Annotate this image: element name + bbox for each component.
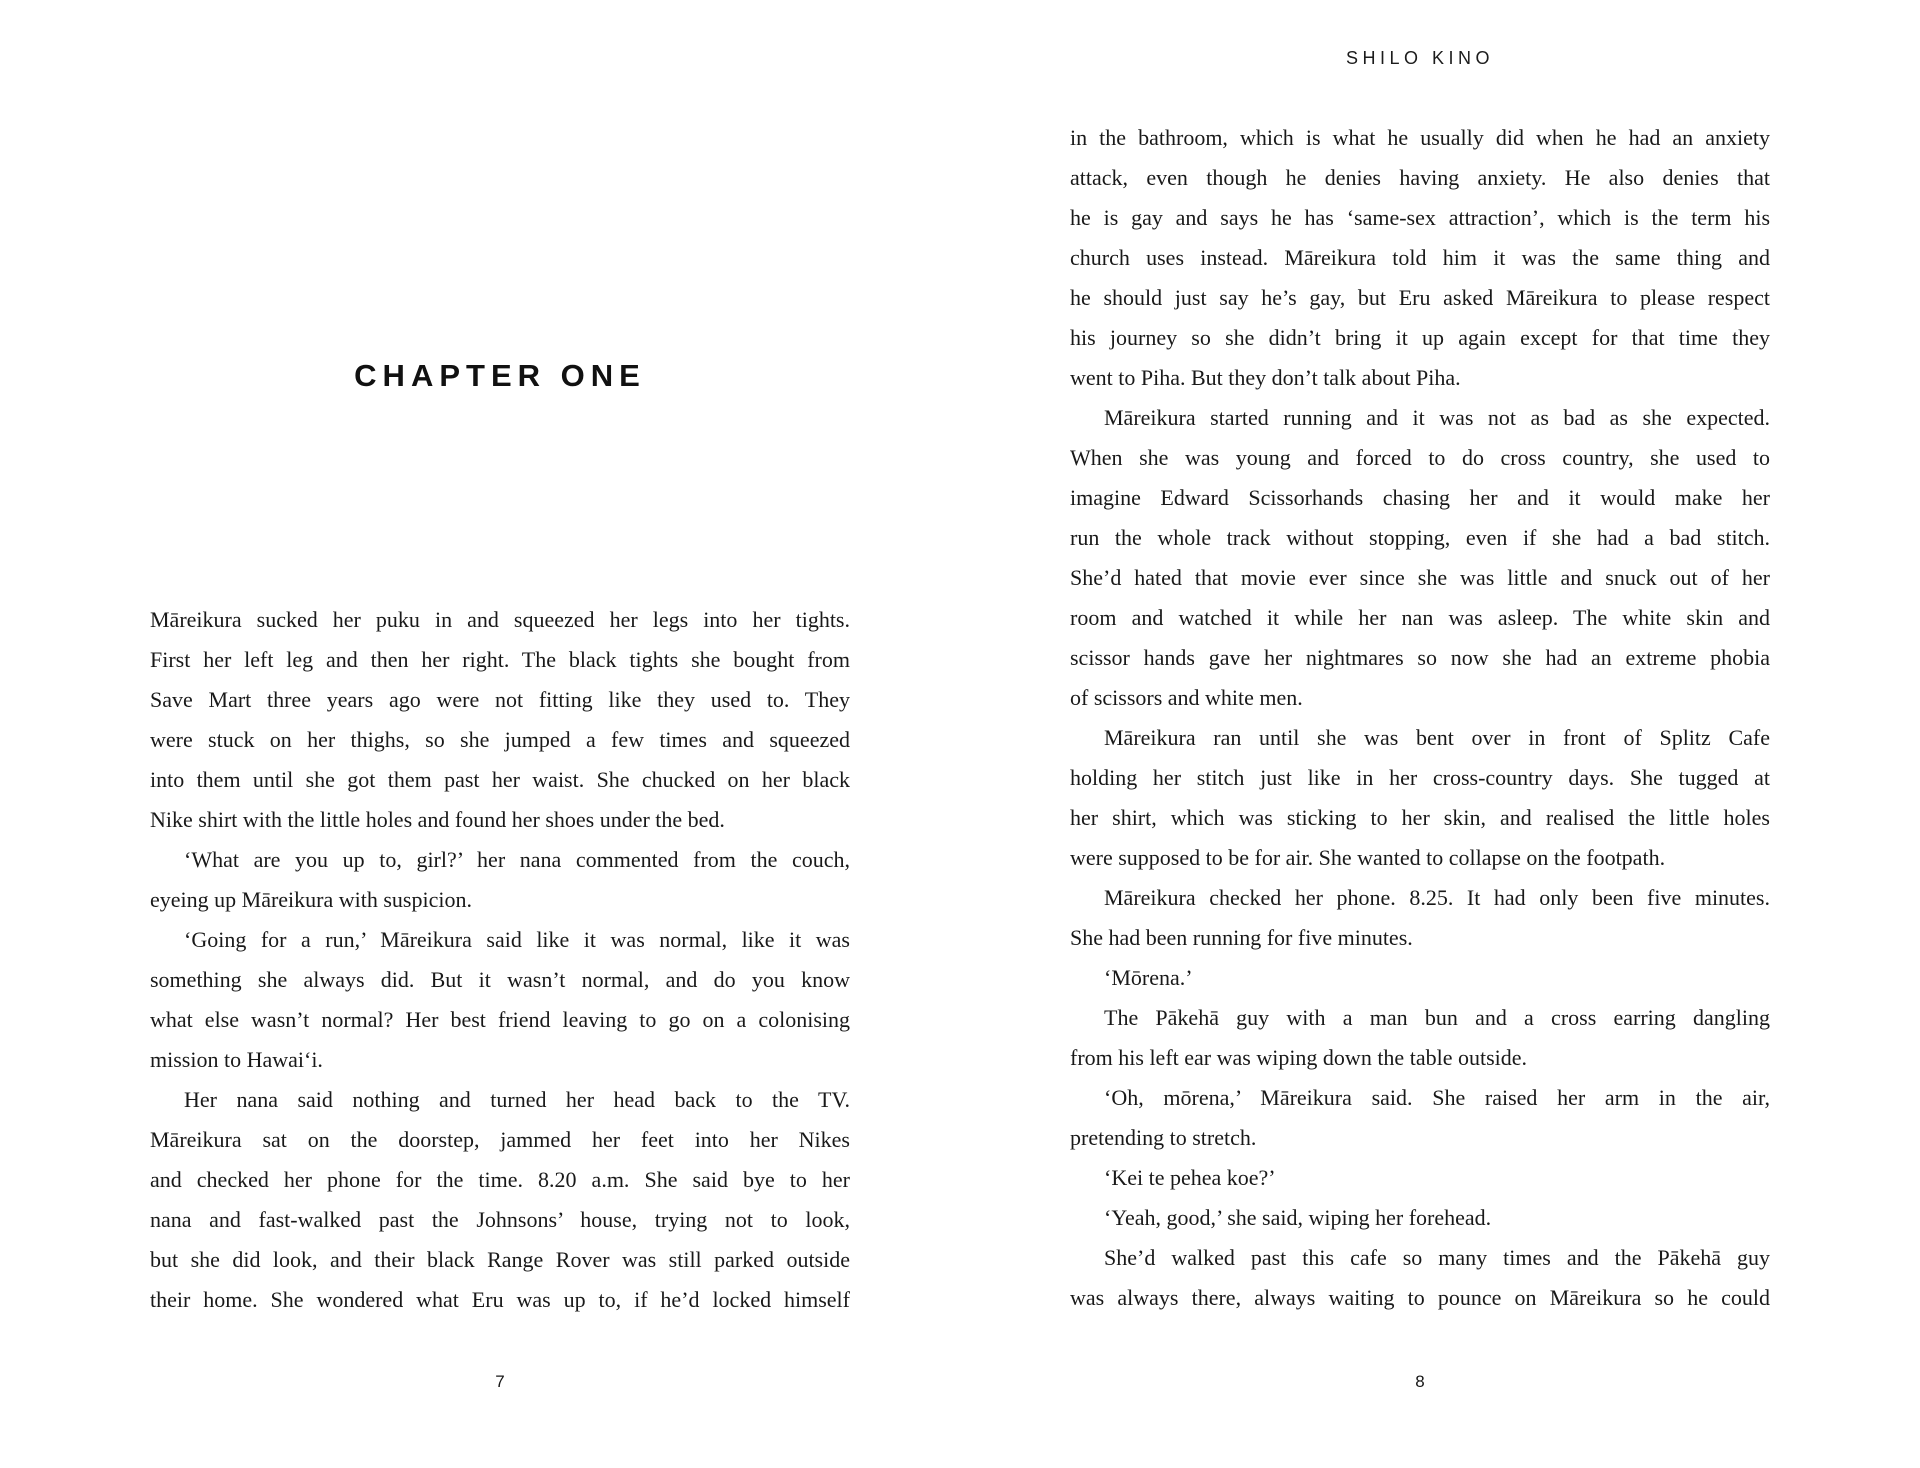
text-line: her shirt, which was sticking to her skin, and realised the little holes xyxy=(1070,805,1770,830)
text-line: pretending to stretch. xyxy=(1070,1125,1257,1150)
text-line: in the bathroom, which is what he usually did when he had an anxiety xyxy=(1070,125,1770,150)
left-page-number: 7 xyxy=(495,1372,505,1391)
text-line: were supposed to be for air. She wanted to collapse on the footpath. xyxy=(1070,845,1666,870)
text-line: mission to Hawai‘i. xyxy=(150,1047,323,1072)
running-header-author: SHILO KINO xyxy=(1345,48,1495,68)
text-line: something she always did. But it wasn’t normal, and do you know xyxy=(150,967,850,992)
chapter-title: CHAPTER ONE xyxy=(354,358,646,393)
text-line: from his left ear was wiping down the table outside. xyxy=(1070,1045,1528,1070)
text-line: Māreikura sucked her puku in and squeezed her legs into her tights. xyxy=(150,607,850,632)
text-line: Māreikura started running and it was not as bad as she expected. xyxy=(1104,405,1770,430)
text-line: of scissors and white men. xyxy=(1070,685,1303,710)
text-line: First her left leg and then her right. The black tights she bought from xyxy=(150,647,850,672)
text-line: his journey so she didn’t bring it up again except for that time they xyxy=(1070,325,1770,350)
text-line: eyeing up Māreikura with suspicion. xyxy=(150,887,472,912)
text-line: he is gay and says he has ‘same-sex attraction’, which is the term his xyxy=(1070,205,1770,230)
text-line: were stuck on her thighs, so she jumped a few times and squeezed xyxy=(150,727,850,752)
text-line: The Pākehā guy with a man bun and a cross earring dangling xyxy=(1104,1005,1770,1030)
text-line: went to Piha. But they don’t talk about Piha. xyxy=(1070,365,1461,390)
text-line: Save Mart three years ago were not fitting like they used to. They xyxy=(150,687,850,712)
text-line: church uses instead. Māreikura told him it was the same thing and xyxy=(1070,245,1770,270)
text-line: Māreikura sat on the doorstep, jammed her feet into her Nikes xyxy=(150,1127,850,1152)
text-line: their home. She wondered what Eru was up to, if he’d locked himself xyxy=(150,1287,850,1312)
text-line: Māreikura ran until she was bent over in front of Splitz Cafe xyxy=(1104,725,1770,750)
text-line: scissor hands gave her nightmares so now she had an extreme phobia xyxy=(1070,645,1770,670)
text-line: Her nana said nothing and turned her head back to the TV. xyxy=(184,1087,850,1112)
text-line: ‘Kei te pehea koe?’ xyxy=(1104,1165,1276,1190)
text-line: Nike shirt with the little holes and found her shoes under the bed. xyxy=(150,807,725,832)
text-line: ‘What are you up to, girl?’ her nana commented from the couch, xyxy=(184,847,850,872)
text-line: he should just say he’s gay, but Eru asked Māreikura to please respect xyxy=(1070,285,1770,310)
text-line: ‘Mōrena.’ xyxy=(1104,965,1193,990)
text-line: When she was young and forced to do cross country, she used to xyxy=(1070,445,1770,470)
text-line: She had been running for five minutes. xyxy=(1070,925,1413,950)
text-line: into them until she got them past her waist. She chucked on her black xyxy=(150,767,850,792)
text-line: imagine Edward Scissorhands chasing her and it would make her xyxy=(1070,485,1770,510)
text-line: ‘Oh, mōrena,’ Māreikura said. She raised her arm in the air, xyxy=(1104,1085,1770,1110)
text-line: ‘Going for a run,’ Māreikura said like it was normal, like it was xyxy=(184,927,850,952)
text-line: holding her stitch just like in her cross-country days. She tugged at xyxy=(1070,765,1770,790)
text-line: room and watched it while her nan was asleep. The white skin and xyxy=(1070,605,1770,630)
text-line: was always there, always waiting to pounce on Māreikura so he could xyxy=(1070,1285,1770,1310)
text-line: nana and fast-walked past the Johnsons’ house, trying not to look, xyxy=(150,1207,850,1232)
text-line: Māreikura checked her phone. 8.25. It had only been five minutes. xyxy=(1104,885,1770,910)
text-line: but she did look, and their black Range Rover was still parked outside xyxy=(150,1247,850,1272)
text-line: She’d walked past this cafe so many times and the Pākehā guy xyxy=(1104,1245,1770,1270)
right-page-number: 8 xyxy=(1415,1372,1425,1391)
text-line: and checked her phone for the time. 8.20 a.m. She said bye to her xyxy=(150,1167,850,1192)
text-line: ‘Yeah, good,’ she said, wiping her forehead. xyxy=(1104,1205,1492,1230)
text-line: what else wasn’t normal? Her best friend leaving to go on a colonising xyxy=(150,1007,850,1032)
text-line: attack, even though he denies having anxiety. He also denies that xyxy=(1070,165,1770,190)
text-line: run the whole track without stopping, even if she had a bad stitch. xyxy=(1070,525,1770,550)
right-page xyxy=(960,0,1920,1468)
text-line: She’d hated that movie ever since she was little and snuck out of her xyxy=(1070,565,1770,590)
right-page-body xyxy=(1070,118,1770,1318)
left-page-body xyxy=(150,600,850,1320)
